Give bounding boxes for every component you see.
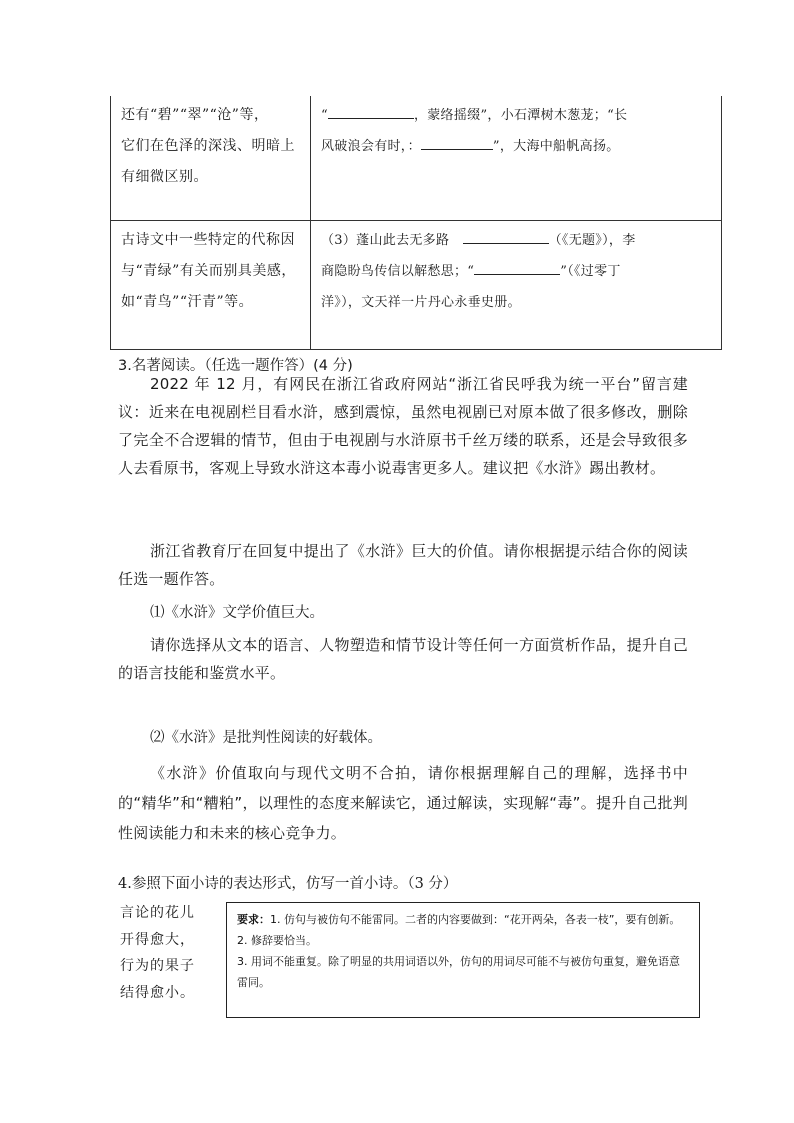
subquestion-2: ⑵《水浒》是批判性阅读的好载体。 <box>150 730 382 746</box>
paragraph: 请你选择从文本的语言、人物塑造和情节设计等任何一方面赏析作品，提升自己的语言技能和鉴赏水平。 <box>118 636 688 682</box>
cell-line: 还有“碧”“翠”“沧”等， <box>121 107 269 123</box>
cell-line: 它们在色泽的深浅、明暗上 <box>121 138 295 154</box>
requirements-box <box>226 902 700 1018</box>
cell-text: （《无题》），李 <box>548 233 636 248</box>
poem-line: 结得愈小。 <box>120 984 195 1001</box>
requirement-item: 2. 修辞要恰当。 <box>237 934 317 947</box>
requirement-item: 要求：1. 仿句与被仿句不能雷同。二者的内容要做到：“花开两朵，各表一枝”，要有创新。 <box>237 913 681 926</box>
answer-blank[interactable] <box>421 135 493 150</box>
sample-poem <box>120 900 210 1006</box>
subquestion-1: ⑴《水浒》文学价值巨大。 <box>150 605 324 621</box>
answer-blank[interactable] <box>474 260 560 275</box>
poem-line: 言论的花儿 <box>120 905 195 921</box>
cell-text: 商隐盼鸟传信以解愁思；“ <box>321 264 475 279</box>
cell-text: （3）蓬山此去无多路 <box>321 233 450 248</box>
answer-blank[interactable] <box>463 229 549 244</box>
table-cell-left <box>111 96 311 220</box>
table-row <box>111 96 721 220</box>
poem-line: 行为的果子 <box>120 958 195 974</box>
paragraph: 浙江省教育厅在回复中提出了《水浒》巨大的价值。请你根据提示结合你的阅读任选一题作答。 <box>118 542 688 588</box>
table-cell-left <box>111 221 311 349</box>
table-row <box>111 220 721 349</box>
cell-line: 如“青鸟”“汗青”等。 <box>121 294 254 310</box>
answer-blank[interactable] <box>328 104 414 119</box>
cell-text: ”，大海中船帆高扬。 <box>492 139 620 154</box>
requirement-item: 3. 用词不能重复。除了明显的共用词语以外，仿句的用词尽可能不与被仿句重复，避免语意雷同。 <box>237 955 680 989</box>
requirements-label: 要求： <box>237 913 270 926</box>
cell-text: ”（《过零丁 <box>560 264 621 279</box>
poetry-table <box>110 96 722 350</box>
cell-line: 与“青绿”有关而别具美感， <box>121 263 296 279</box>
poem-line: 开得愈大， <box>120 931 195 948</box>
question-3-title: 3.名著阅读。（任选一题作答）(4 分) <box>118 358 353 374</box>
paragraph: 《水浒》价值取向与现代文明不合拍，请你根据理解自己的理解，选择书中的“精华”和“糟粕”，以理性的态度来解读它，通过解读，实现解“毒”。提升自己批判性阅读能力和未来的核心竞争力。 <box>118 764 688 842</box>
cell-text: ，蒙络摇缀”，小石潭树木葱茏；“长 <box>413 108 628 123</box>
cell-text: “ <box>321 108 328 123</box>
cell-text: 风破浪会有时，： <box>321 139 421 154</box>
cell-line: 有细微区别。 <box>121 169 208 185</box>
question-4-title: 4.参照下面小诗的表达形式，仿写一首小诗。（3 分） <box>118 876 458 892</box>
table-cell-right <box>311 96 721 220</box>
paragraph: 2022 年 12 月，有网民在浙江省政府网站“浙江省民呼我为统一平台”留言建议：近来在电视剧栏目看水浒，感到震惊，虽然电视剧已对原本做了很多修改，删除了完全不合逻辑的情节，但由于电视剧与水浒原书千丝万缕的联系，还是会导致很多人去看原书，客观上导致水浒这本毒小说毒害更多人。建议把《水浒》踢出教材。 <box>118 375 688 477</box>
cell-text: 洋》），文天祥一片丹心永垂史册。 <box>321 295 521 310</box>
table-cell-right <box>311 221 721 349</box>
cell-line: 古诗文中一些特定的代称因 <box>121 232 295 248</box>
